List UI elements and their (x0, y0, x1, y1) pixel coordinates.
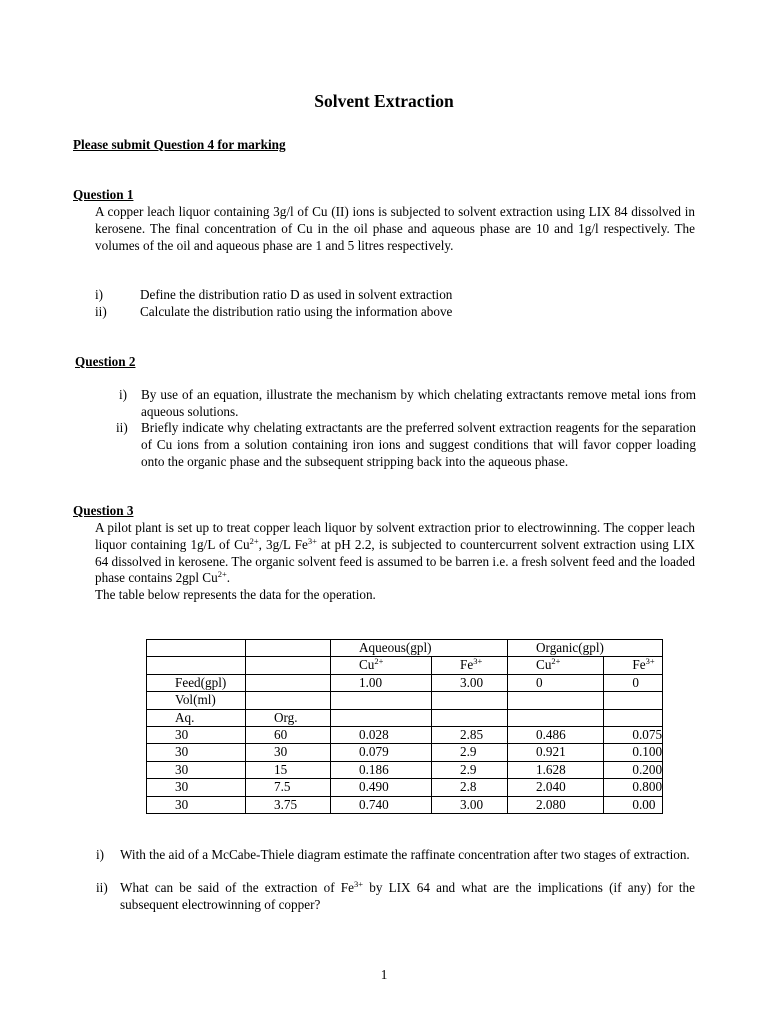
table-cell: 0.028 (331, 727, 432, 744)
table-cell: 30 (147, 744, 246, 761)
table-cell: 2.080 (508, 796, 604, 813)
question-1-text: A copper leach liquor containing 3g/l of Cu (II) ions is subjected to solvent extraction using LIX 84 dissolved in kerosene. The final concentration of Cu in the oil phase and aqueous phase are 10 and 1g/l respectively. The volumes of the oil and aqueous phase are 1 and 5 litres respectively. (95, 204, 695, 253)
table-cell: 30 (147, 796, 246, 813)
table-cell: 0.079 (331, 744, 432, 761)
table-cell: 0.800 (604, 779, 663, 796)
q3-item-1-number: i) (96, 847, 105, 862)
q2-item-1-text: By use of an equation, illustrate the mechanism by which chelating extractants remove metal ions from aqueous solutions. (141, 387, 696, 419)
table-cell: 2.9 (432, 744, 508, 761)
q1-item-2-number: ii) (95, 304, 107, 319)
org-fe-header: $Fe^{3+}$ (604, 657, 663, 674)
q2-item-2-number: ii) (116, 420, 128, 435)
page-number: 1 (380, 967, 388, 982)
table-cell: 1.628 (508, 761, 604, 778)
q1-item-1-text: Define the distribution ratio D as used in solvent extraction (140, 287, 453, 302)
table-cell: 0.100 (604, 744, 663, 761)
aq-label: Aq. (147, 709, 246, 726)
q3-item-1-text: With the aid of a McCabe-Thiele diagram estimate the raffinate concentration after two stages of extraction. (120, 847, 690, 862)
table-row (147, 657, 663, 674)
table-cell: 3.75 (246, 796, 331, 813)
table-cell: 2.040 (508, 779, 604, 796)
table-row (147, 640, 663, 657)
table-cell: 30 (147, 727, 246, 744)
question-3-heading: Question 3 (73, 503, 134, 518)
aq-cu-header: $Cu^{2+}$ (331, 657, 432, 674)
table-row (147, 796, 663, 813)
table-cell: 1.00 (331, 674, 432, 691)
q1-item-1-number: i) (95, 287, 104, 302)
q3-item-2-text: What can be said of the extraction of $Fe^{3+}$ by LIX 64 and what are the implications (if any) for the subsequent electrowinning of copper? (120, 879, 696, 912)
org-cu-header: $Cu^{2+}$ (508, 657, 604, 674)
aqueous-group-header: Aqueous(gpl) (331, 640, 432, 657)
table-row (147, 709, 663, 726)
table-cell: 15 (246, 761, 331, 778)
table-cell: 0.740 (331, 796, 432, 813)
submit-note: Please submit Question 4 for marking (73, 137, 286, 152)
table-cell: 60 (246, 727, 331, 744)
question-3-text: A pilot plant is set up to treat copper leach liquor by solvent extraction prior to electrowinning. The copper leach liquor containing 1g/L of $Cu^{2+}$, 3g/L $Fe^{3+}$ at pH 2.2, is subjected to countercurrent solvent extraction using LIX 64 dissolved in kerosene. The organic solvent feed is assumed to be barren i.e. a fresh solvent feed and the loaded phase contains 2gpl $Cu^{2+}$. (95, 520, 695, 586)
table-row (147, 779, 663, 796)
table-cell: 7.5 (246, 779, 331, 796)
question-1-heading: Question 1 (73, 187, 134, 202)
q3-item-2-number: ii) (96, 880, 108, 895)
table-cell: 0.075 (604, 727, 663, 744)
table-cell: 0.486 (508, 727, 604, 744)
table-cell: 3.00 (432, 796, 508, 813)
table-row (147, 674, 663, 691)
table-cell: 3.00 (432, 674, 508, 691)
table-cell: 0.00 (604, 796, 663, 813)
table-cell: 0.186 (331, 761, 432, 778)
table-row (147, 744, 663, 761)
q2-item-2-text: Briefly indicate why chelating extractants are the preferred solvent extraction reagents for the separation of Cu ions from a solution containing iron ions and suggest conditions that will favor copper loading onto the organic phase and the subsequent stripping back into the aqueous phase. (141, 420, 696, 469)
organic-group-header: Organic(gpl) (508, 640, 604, 657)
table-cell: 2.9 (432, 761, 508, 778)
vol-label: Vol(ml) (147, 692, 246, 709)
org-label: Org. (246, 709, 331, 726)
table-row (147, 761, 663, 778)
table-row (147, 727, 663, 744)
table-cell: 2.85 (432, 727, 508, 744)
table-cell: 30 (147, 779, 246, 796)
table-cell: 0.490 (331, 779, 432, 796)
table-cell: 2.8 (432, 779, 508, 796)
table-row (147, 692, 663, 709)
table-cell: 0.921 (508, 744, 604, 761)
extraction-data-table (146, 639, 663, 814)
question-3-table-intro: The table below represents the data for the operation. (95, 587, 376, 602)
table-cell: 0 (604, 674, 663, 691)
table-cell: 0 (508, 674, 604, 691)
table-cell: 0.200 (604, 761, 663, 778)
q1-item-2-text: Calculate the distribution ratio using the information above (140, 304, 453, 319)
document-title: Solvent Extraction (314, 91, 454, 111)
feed-label: Feed(gpl) (147, 674, 246, 691)
table-cell: 30 (147, 761, 246, 778)
q2-item-1-number: i) (119, 387, 128, 402)
aq-fe-header: $Fe^{3+}$ (432, 657, 508, 674)
question-2-heading: Question 2 (75, 354, 136, 369)
table-cell: 30 (246, 744, 331, 761)
